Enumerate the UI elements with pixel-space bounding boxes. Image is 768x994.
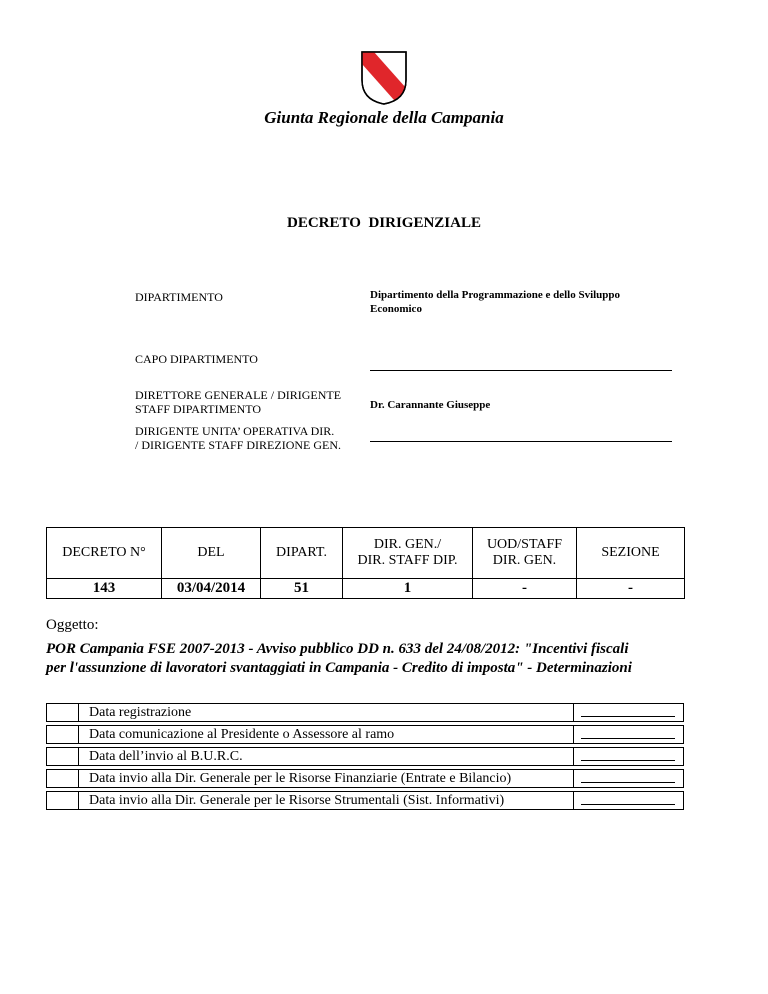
value-dipart: 51 (261, 579, 343, 599)
campania-coat-of-arms-icon (360, 50, 408, 106)
date-row-registrazione (46, 703, 684, 722)
header-dir-gen-line2: DIR. STAFF DIP. (357, 553, 458, 568)
date-row-box (46, 725, 79, 744)
registry-value-row (47, 579, 685, 599)
oggetto-text-line2: per l'assunzione di lavoratori svantaggiati in Campania - Credito di imposta" - Determinazioni (46, 660, 632, 676)
dipartimento-value (370, 288, 620, 316)
date-row-burc (46, 747, 684, 766)
oggetto-text-line1: POR Campania FSE 2007-2013 - Avviso pubblico DD n. 633 del 24/08/2012: "Incentivi fiscali (46, 641, 629, 657)
date-row-label: Data comunicazione al Presidente o Assessore al ramo (79, 725, 574, 744)
date-row-box (46, 747, 79, 766)
dirigente-blank-line (370, 441, 672, 442)
header-uod-line1: UOD/STAFF (486, 537, 563, 552)
date-row-box (46, 791, 79, 810)
date-blank-line (581, 782, 675, 783)
date-row-label: Data dell’invio al B.U.R.C. (79, 747, 574, 766)
dipartimento-value-line1: Dipartimento della Programmazione e dello Sviluppo (370, 289, 621, 301)
header-uod-staff (473, 528, 577, 579)
date-blank-line (581, 738, 675, 739)
direttore-label-line1: DIRETTORE GENERALE / DIRIGENTE (135, 388, 342, 402)
date-row-value (574, 747, 684, 766)
value-del: 03/04/2014 (162, 579, 261, 599)
date-row-box (46, 769, 79, 788)
value-decreto: 143 (47, 579, 162, 599)
date-blank-line (581, 804, 675, 805)
header-del: DEL (162, 528, 261, 579)
registry-header-row (47, 528, 685, 579)
value-dir-gen: 1 (343, 579, 473, 599)
date-row-label: Data invio alla Dir. Generale per le Risorse Strumentali (Sist. Informativi) (79, 791, 574, 810)
header-sezione: SEZIONE (577, 528, 685, 579)
title-word-decreto: DECRETO (287, 215, 361, 231)
direttore-label (135, 388, 341, 416)
dirigente-label-line1: DIRIGENTE UNITA’ OPERATIVA DIR. (135, 424, 335, 438)
oggetto-text (46, 640, 686, 678)
date-row-risorse-strumentali (46, 791, 684, 810)
date-row-risorse-finanziarie (46, 769, 684, 788)
date-row-value (574, 769, 684, 788)
header-dipart: DIPART. (261, 528, 343, 579)
header-dir-gen (343, 528, 473, 579)
header-uod-line2: DIR. GEN. (492, 553, 557, 568)
date-blank-line (581, 716, 675, 717)
dirigente-label (135, 424, 341, 452)
dirigente-label-line2: / DIRIGENTE STAFF DIREZIONE GEN. (135, 438, 342, 452)
date-blank-line (581, 760, 675, 761)
organization-name: Giunta Regionale della Campania (264, 108, 504, 127)
capo-dipartimento-label: CAPO DIPARTIMENTO (135, 352, 258, 366)
dipartimento-label: DIPARTIMENTO (135, 290, 223, 304)
date-row-value (574, 703, 684, 722)
document-title (0, 215, 768, 232)
oggetto-label: Oggetto: (46, 617, 99, 633)
registry-table (46, 527, 685, 599)
dipartimento-value-line2: Economico (370, 303, 422, 315)
title-word-dirigenziale: DIRIGENZIALE (368, 215, 481, 231)
value-uod-staff: - (473, 579, 577, 599)
dates-table (46, 700, 684, 813)
capo-dipartimento-blank-line (370, 370, 672, 371)
date-row-value (574, 791, 684, 810)
direttore-value: Dr. Carannante Giuseppe (370, 399, 491, 411)
date-row-box (46, 703, 79, 722)
direttore-label-line2: STAFF DIPARTIMENTO (135, 402, 262, 416)
header-decreto: DECRETO N° (47, 528, 162, 579)
header-dir-gen-line1: DIR. GEN./ (373, 537, 442, 552)
date-row-label: Data registrazione (79, 703, 574, 722)
date-row-value (574, 725, 684, 744)
date-row-label: Data invio alla Dir. Generale per le Risorse Finanziarie (Entrate e Bilancio) (79, 769, 574, 788)
date-row-comunicazione (46, 725, 684, 744)
value-sezione: - (577, 579, 685, 599)
